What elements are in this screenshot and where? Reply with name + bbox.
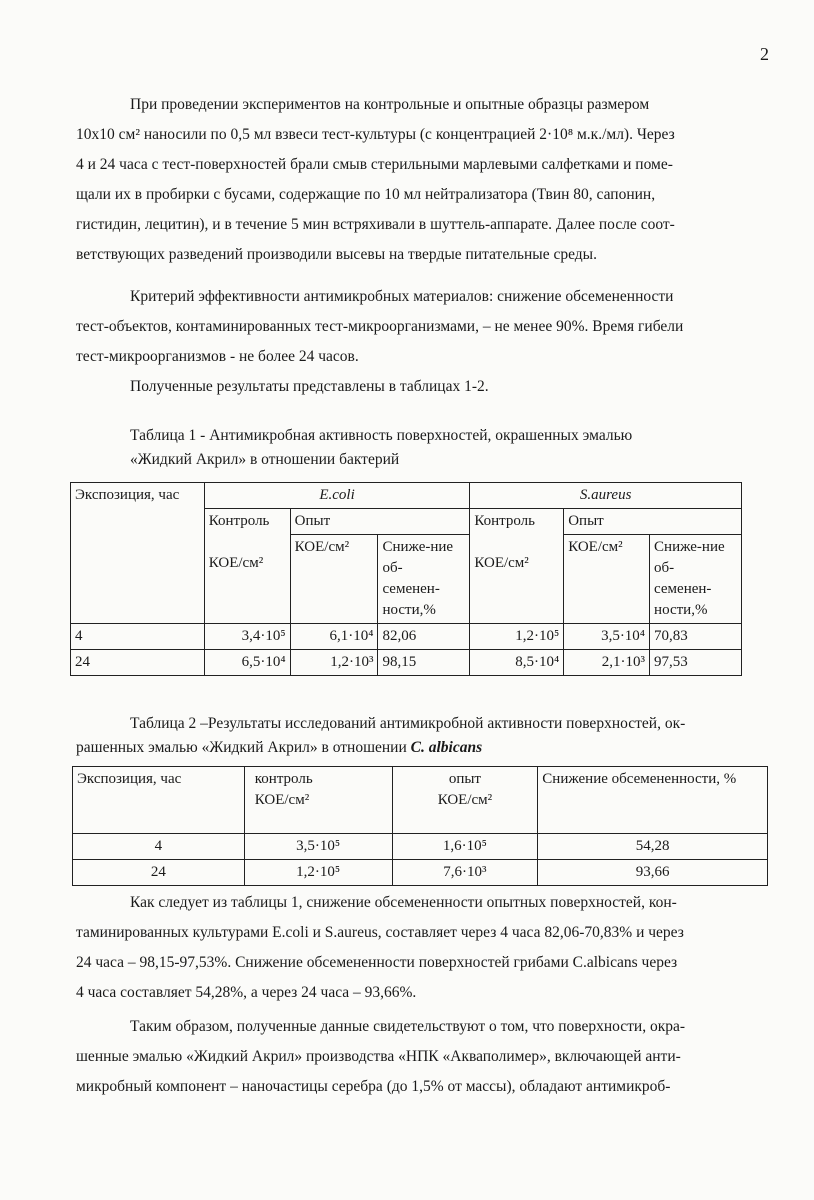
table1-head-cfu: КОЕ/см²	[290, 535, 378, 624]
text-line: Таблица 2 –Результаты исследований антимикробной активности поверхностей, ок-	[130, 715, 686, 732]
table-cell: 4	[73, 834, 245, 860]
text-line: «Жидкий Акрил» в отношении бактерий	[130, 451, 400, 468]
table-cell: 24	[73, 860, 245, 886]
table-cell: 1,2·10⁵	[470, 624, 564, 650]
table-cell: 82,06	[378, 624, 470, 650]
table1-head-reduction: Сниже-ние об-семенен-ности,%	[378, 535, 470, 624]
text-line: 4 и 24 часа с тест-поверхностей брали смыв стерильными марлевыми салфетками и поме-	[76, 156, 673, 173]
table-row	[71, 650, 742, 676]
paragraph-conclusion-summary	[76, 1012, 766, 1102]
table1-head-control: Контроль КОЕ/см²	[470, 509, 564, 624]
table1	[70, 482, 742, 676]
table1-head-control: Контроль КОЕ/см²	[204, 509, 290, 624]
text-line: Как следует из таблицы 1, снижение обсемененности опытных поверхностей, кон-	[130, 894, 677, 911]
table2	[72, 766, 768, 886]
text-line: тест-микроорганизмов - не более 24 часов.	[76, 348, 359, 365]
text-line: Таким образом, полученные данные свидетельствуют о том, что поверхности, окра-	[130, 1018, 686, 1035]
text-line: 10х10 см² наносили по 0,5 мл взвеси тест-культуры (с концентрацией 2·10⁸ м.к./мл). Через	[76, 126, 675, 143]
table2-head-reduction: Снижение обсемененности, %	[538, 767, 768, 834]
text-line: гистидин, лецитин), и в течение 5 мин встряхивали в шуттель-аппарате. Далее после соот-	[76, 216, 675, 233]
text-line: 24 часа – 98,15-97,53%. Снижение обсемененности поверхностей грибами C.albicans через	[76, 954, 678, 971]
table-cell: 4	[71, 624, 205, 650]
table-row	[73, 860, 768, 886]
page-number: 2	[760, 44, 769, 64]
organism-name: C. albicans	[410, 739, 483, 756]
table-cell: 1,2·10⁵	[244, 860, 392, 886]
table1-head-experiment: Опыт	[290, 509, 470, 535]
table-cell: 98,15	[378, 650, 470, 676]
table-cell: 70,83	[650, 624, 742, 650]
text-line: ветствующих разведений производили высевы на твердые питательные среды.	[76, 246, 597, 263]
text-line: При проведении экспериментов на контрольные и опытные образцы размером	[130, 96, 650, 113]
text-line: Полученные результаты представлены в таблицах 1-2.	[130, 378, 489, 395]
table1-head-reduction: Сниже-ние об-семенен-ности,%	[650, 535, 742, 624]
text-line: таминированных культурами E.coli и S.aureus, составляет через 4 часа 82,06-70,83% и через	[76, 924, 684, 941]
table1-head-cfu: КОЕ/см²	[564, 535, 650, 624]
table-cell: 3,5·10⁵	[244, 834, 392, 860]
table-cell: 6,1·10⁴	[290, 624, 378, 650]
text-line: тест-объектов, контаминированных тест-микроорганизмами, – не менее 90%. Время гибели	[76, 318, 684, 335]
table-cell: 3,5·10⁴	[564, 624, 650, 650]
table1-head-experiment: Опыт	[564, 509, 742, 535]
paragraph-criterion	[76, 282, 766, 372]
table2-head-control: контроль КОЕ/см²	[244, 767, 392, 834]
table-cell: 93,66	[538, 860, 768, 886]
text-line: щали их в пробирки с бусами, содержащие по 10 мл нейтрализатора (Твин 80, сапонин,	[76, 186, 656, 203]
table1-head-saureus: S.aureus	[470, 483, 742, 509]
table2-head-exposure: Экспозиция, час	[73, 767, 245, 834]
paragraph-conclusion-data	[76, 888, 766, 1008]
table-cell: 1,6·10⁵	[392, 834, 538, 860]
table1-head-ecoli: E.coli	[204, 483, 470, 509]
table-cell: 54,28	[538, 834, 768, 860]
text-line: Таблица 1 - Антимикробная активность поверхностей, окрашенных эмалью	[130, 427, 633, 444]
table1-caption	[76, 424, 776, 472]
table1-head-exposure: Экспозиция, час	[71, 483, 205, 624]
text-line: шенные эмалью «Жидкий Акрил» производства «НПК «Акваполимер», включающей анти-	[76, 1048, 681, 1065]
text-line: 4 часа составляет 54,28%, а через 24 часа – 93,66%.	[76, 984, 417, 1001]
table-cell: 2,1·10³	[564, 650, 650, 676]
table-row	[73, 834, 768, 860]
table-cell: 7,6·10³	[392, 860, 538, 886]
table-cell: 6,5·10⁴	[204, 650, 290, 676]
paragraph-methods	[76, 90, 766, 270]
text-line: рашенных эмалью «Жидкий Акрил» в отношении C. albicans	[76, 739, 483, 756]
table-row	[71, 624, 742, 650]
table-cell: 24	[71, 650, 205, 676]
text-line: Критерий эффективности антимикробных материалов: снижение обсемененности	[130, 288, 674, 305]
paragraph-results	[76, 372, 766, 402]
table-cell: 3,4·10⁵	[204, 624, 290, 650]
table2-head-experiment: опыт КОЕ/см²	[392, 767, 538, 834]
text-line: микробный компонент – наночастицы серебра (до 1,5% от массы), обладают антимикроб-	[76, 1078, 671, 1095]
table2-caption	[76, 712, 776, 760]
table-cell: 8,5·10⁴	[470, 650, 564, 676]
table-cell: 1,2·10³	[290, 650, 378, 676]
table-cell: 97,53	[650, 650, 742, 676]
